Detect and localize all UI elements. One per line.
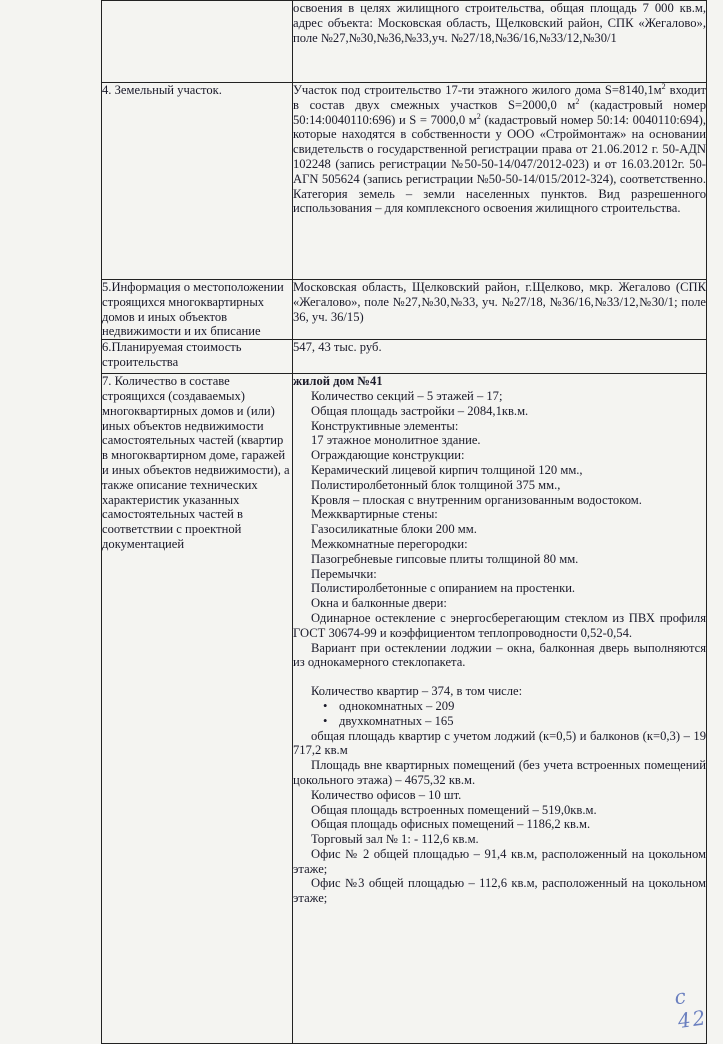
- content-cell: [293, 340, 707, 374]
- spacer: [293, 670, 706, 684]
- table-row: [102, 1, 707, 83]
- apartment-types-list: [293, 699, 706, 729]
- content-cell: [293, 374, 707, 1044]
- characteristic-line: Межквартирные стены:: [311, 507, 438, 522]
- land-plot-text: Участок под строительство 17-ти этажного жилого дома $S=8140,1м^2$ входит в состав двух смежных участков S=2000,0 $м^2$ (кадастровый номер 50:14:0040110:696) и S = 7000,0 $м^2$ (кадастровый номер 50:14: 0040110:694), которые находятся в собственности у ООО «Строймонтаж» на основании свидетельств о государственной регистрации права от 21.06.2012 г. 50-АДN 102248 (запись регистрации №50-50-14/047/2012-023) и от 16.03.2012г. 50-АГN 505624 (запись регистрации №50-50-14/015/2012-324), соответственно. Категория земель – земли населенных пунктов. Вид разрешенного использования – для комплексного освоения жилищного строительства.: [293, 81, 706, 216]
- office-2: Офис № 2 общей площадью – 91,4 кв.м, расположенный на цокольном этаже;: [293, 846, 706, 876]
- office-area: Общая площадь офисных помещений – 1186,2 кв.м.: [311, 817, 591, 832]
- characteristic-line: Кровля – плоская с внутренним организованным водостоком.: [311, 492, 642, 507]
- handwritten-page-mark: с 42: [672, 983, 709, 1034]
- bullet-icon: •: [323, 713, 328, 728]
- list-item: • двухкомнатных – 165: [323, 713, 454, 728]
- characteristic-line: Конструктивные элементы:: [311, 418, 459, 433]
- apartments-count: Количество квартир – 374, в том числе:: [311, 684, 523, 699]
- continuation-text: освоения в целях жилищного строительства, общая площадь 7 000 кв.м, адрес объекта: Московская область, Щелковский район, СПК «Жегалово», поле №27,№30,№36,№33,уч. №27/18,№36/16,№33/12,№30/1: [293, 1, 706, 45]
- table-row: [102, 280, 707, 340]
- building-characteristics: [293, 389, 706, 611]
- trade-hall: Торговый зал № 1: - 112,6 кв.м.: [311, 832, 479, 847]
- list-item: • однокомнатных – 209: [323, 698, 455, 713]
- project-declaration-table: [101, 0, 707, 1044]
- offices-count: Количество офисов – 10 шт.: [311, 787, 462, 802]
- characteristic-line: Полистиролбетонный блок толщиной 375 мм.,: [311, 477, 561, 492]
- characteristic-line: Полистиролбетонные с опиранием на простенки.: [311, 581, 576, 596]
- cost-text: 547, 43 тыс. руб.: [293, 340, 382, 355]
- row-label: 4. Земельный участок.: [102, 83, 293, 280]
- characteristic-line: Пазогребневые гипсовые плиты толщиной 80 мм.: [311, 551, 579, 566]
- outside-area: Площадь вне квартирных помещений (без учета встроенных помещений цокольного этажа) – 4675,32 кв.м.: [293, 758, 706, 787]
- builtin-area: Общая площадь встроенных помещений – 519,0кв.м.: [311, 802, 597, 817]
- glazing-paragraph: Одинарное остекление с энергосберегающим стеклом из ПВХ профиля ГОСТ 30674-99 и коэффициентом теплопроводности 0,52-0,54.: [293, 610, 706, 640]
- location-text: Московская область, Щелковский район, г.Щелково, мкр. Жегалово (СПК «Жегалово», поле №27,№30,№33, уч. №27/18, №36/16,№33/12,№30/1; поле 36, уч. 36/15): [293, 280, 706, 324]
- characteristic-line: Газосиликатные блоки 200 мм.: [311, 522, 477, 537]
- row-label: 7. Количество в составе строящихся (создаваемых) многоквартирных домов и (или) иных объектов недвижимости самостоятельных частей (квартир в многоквартирном доме, гаражей и иных объектов недвижимости), а также описание технических характеристик указанных самостоятельных частей в соответствии с проектной документацией: [102, 374, 293, 1044]
- characteristic-line: Общая площадь застройки – 2084,1кв.м.: [311, 403, 529, 418]
- characteristic-line: Количество секций – 5 этажей – 17;: [311, 388, 503, 403]
- characteristic-line: Керамический лицевой кирпич толщиной 120 мм.,: [311, 462, 583, 477]
- office-3: Офис №3 общей площадью – 112,6 кв.м, расположенный на цокольном этаже;: [293, 876, 706, 906]
- content-cell: [293, 1, 707, 83]
- bullet-icon: •: [323, 698, 328, 713]
- row-label: 5.Информация о местоположении строящихся многоквартирных домов и иных объектов недвижимости и их бписание: [102, 280, 293, 340]
- building-title: жилой дом №41: [293, 374, 383, 389]
- characteristic-line: 17 этажное монолитное здание.: [311, 433, 481, 448]
- loggia-paragraph: Вариант при остеклении лоджии – окна, балконная дверь выполняются из однокамерного стеклопакета.: [293, 640, 706, 670]
- content-cell: [293, 280, 707, 340]
- characteristic-line: Окна и балконные двери:: [311, 596, 447, 611]
- characteristic-line: Перемычки:: [311, 566, 377, 581]
- table-row: [102, 83, 707, 280]
- table-row: [102, 374, 707, 1044]
- apartments-area: общая площадь квартир с учетом лоджий (к=0,5) и балконов (к=0,3) – 19 717,2 кв.м: [293, 728, 706, 758]
- content-cell: [293, 83, 707, 280]
- characteristic-line: Ограждающие конструкции:: [311, 448, 465, 463]
- row-label: 6.Планируемая стоимость строительства: [102, 340, 293, 374]
- table-row: [102, 340, 707, 374]
- empty-label-cell: [102, 1, 293, 83]
- characteristic-line: Межкомнатные перегородки:: [311, 536, 468, 551]
